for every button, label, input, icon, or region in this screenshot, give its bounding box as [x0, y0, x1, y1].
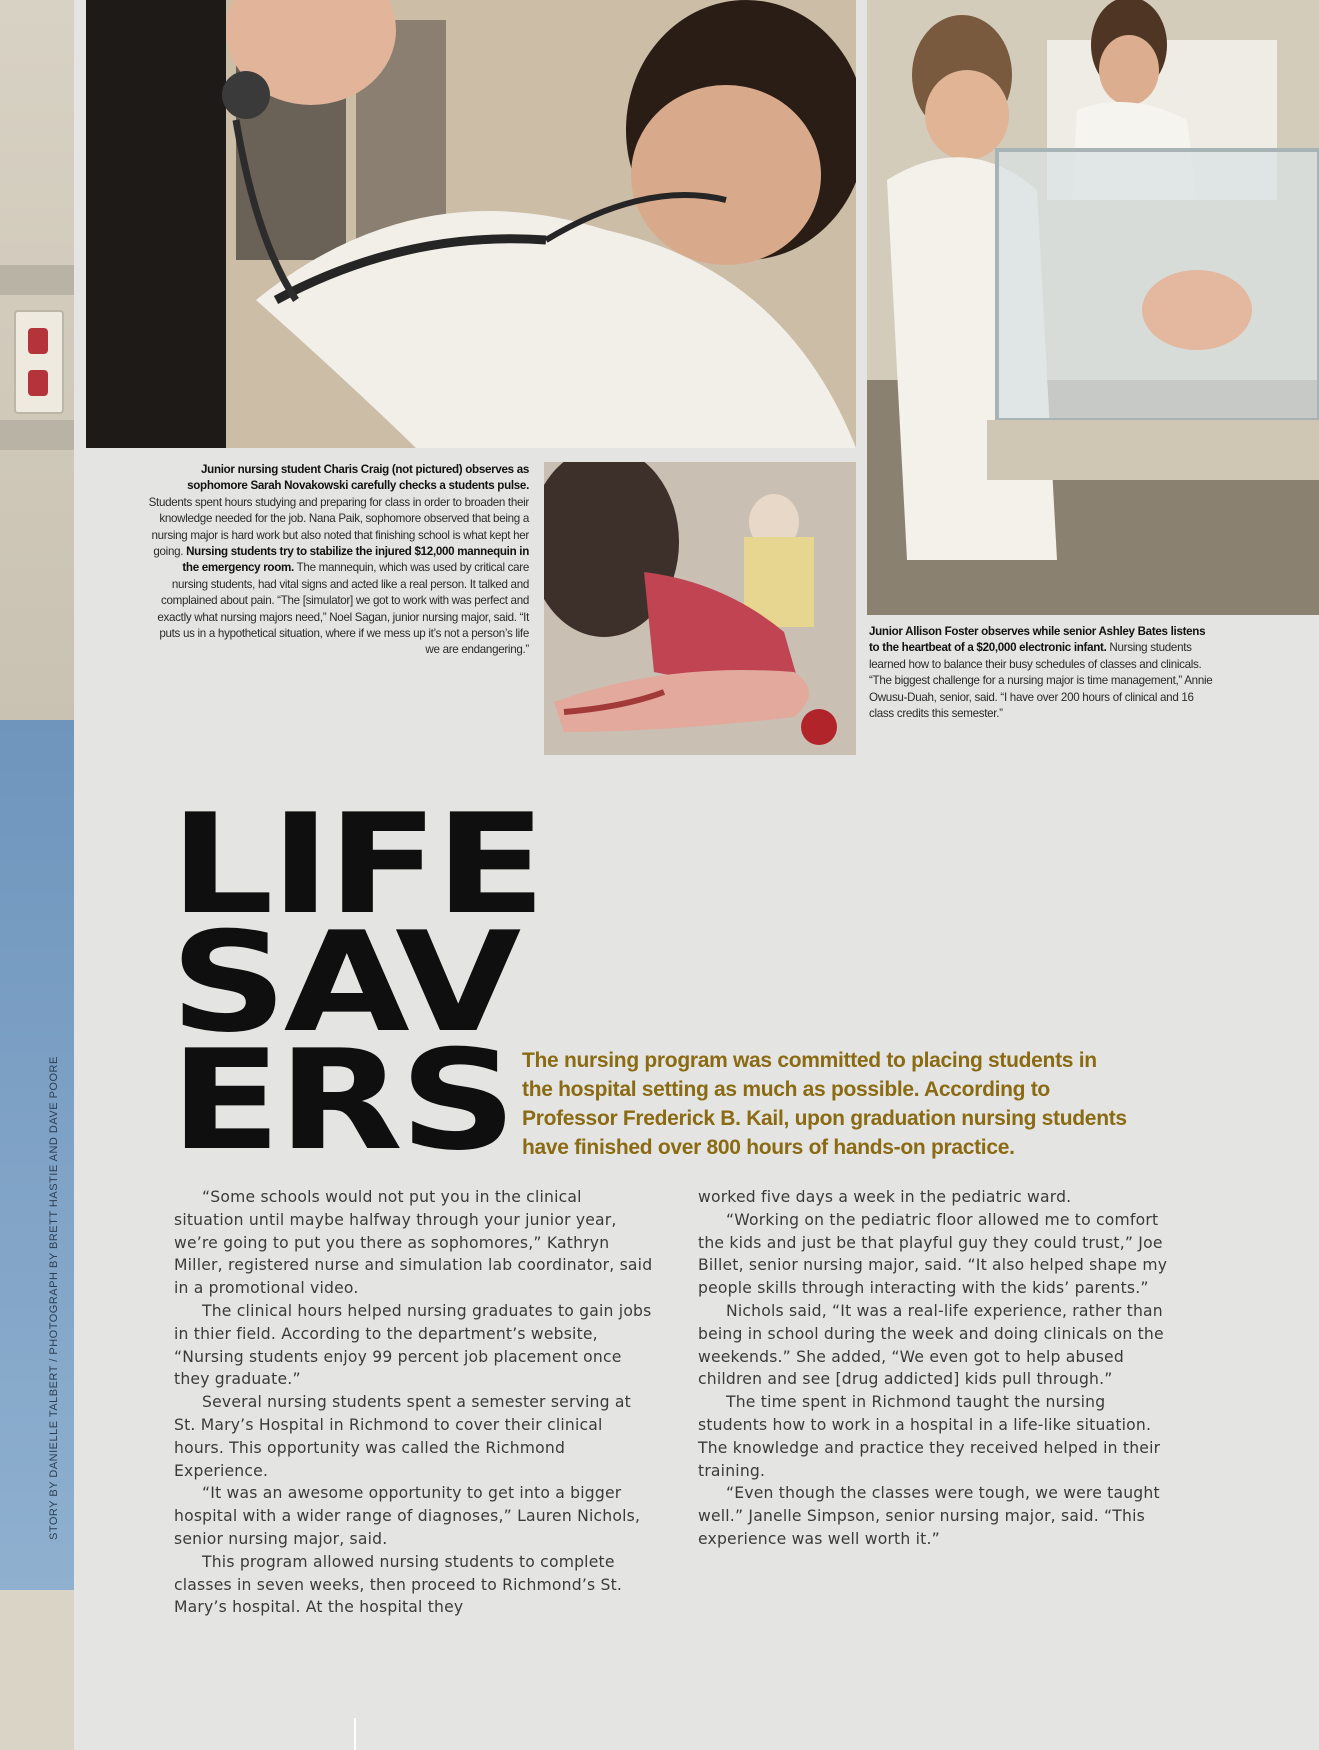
headline-line-1: LIFE: [170, 784, 543, 945]
article-paragraph: Nichols said, “It was a real-life experience, rather than being in school during the week and doing clinicals on the weekends.” She added, “We even got to help abused children and see [drug addicted] kids pull through.”: [698, 1301, 1164, 1389]
article-column-1: [174, 1186, 654, 1619]
photo-incubator: [867, 0, 1319, 615]
background-floor: [0, 1590, 80, 1750]
headline-line-2: SAV: [170, 902, 518, 1063]
photo-incubator-illustration: [867, 0, 1319, 615]
deck-subheading: The nursing program was committed to placing students in the hospital setting as much as possible. According to Professor Frederick B. Kail, upon graduation nursing students have finished over 800 hours of hands-on practice.: [522, 1049, 1127, 1159]
magazine-page: [74, 0, 1319, 1750]
headline: [170, 784, 543, 1181]
photo-stethoscope-illustration: [86, 0, 856, 448]
article-paragraph: This program allowed nursing students to complete classes in seven weeks, then proceed to Richmond’s St. Mary’s hospital. At the hospital they: [174, 1552, 623, 1617]
article-paragraph: “Even though the classes were tough, we were taught well.” Janelle Simpson, senior nursing major, said. “This experience was well worth it.”: [698, 1484, 1160, 1548]
wall-outlet: [14, 310, 64, 414]
article-paragraph: worked five days a week in the pediatric ward.: [698, 1188, 1072, 1206]
background-blue-panel: [0, 720, 80, 1590]
caption-left-text-2: The mannequin, which was used by critical care nursing students, had vital signs and acted like a real person. It talked and complained about pain. “The [simulator] we got to work with was perfect and exactly what nursing majors need,” Noel Sagan, junior nursing major, said. “It puts us in a hypothetical situation, where if we mess up it’s not a person’s life we are endangering.”: [157, 561, 529, 657]
article-paragraph: “Working on the pediatric floor allowed me to comfort the kids and just be that playful guy they could trust,” Joe Billet, senior nursing major, said. “It also helped shape my people skills through interacting with the kids’ parents.”: [698, 1210, 1168, 1298]
article-paragraph: “It was an awesome opportunity to get into a bigger hospital with a wider range of diagnoses,” Lauren Nichols, senior nursing major, said.: [174, 1484, 641, 1548]
photo-mannequin-illustration: [544, 462, 856, 755]
caption-left: [144, 462, 529, 659]
caption-left-lead-2: Nursing students try to stabilize the injured $12,000 mannequin in the emergency room.: [182, 545, 529, 575]
photo-stethoscope: [86, 0, 856, 448]
background-rail: [0, 420, 80, 450]
caption-right-text: Nursing students learned how to balance their busy schedules of classes and clinicals. “The biggest challenge for a nursing major is time management,” Annie Owusu-Duah, senior, said. “I have over 200 hours of clinical and 16 class credits this semester.”: [869, 641, 1213, 721]
caption-left-lead-1: Junior nursing student Charis Craig (not pictured) observes as sophomore Sarah Novakowski carefully checks a students pulse.: [187, 463, 529, 493]
article-paragraph: The clinical hours helped nursing graduates to gain jobs in thier field. According to the department’s website, “Nursing students enjoy 99 percent job placement once they graduate.”: [174, 1301, 652, 1389]
caption-right: [869, 624, 1214, 722]
page-mark: [354, 1718, 356, 1750]
article-column-2: [698, 1186, 1178, 1551]
article-paragraph: “Some schools would not put you in the clinical situation until maybe halfway through your junior year, we’re going to put you there as sophomores,” Kathryn Miller, registered nurse and simulation lab coordinator, said in a promotional video.: [174, 1188, 653, 1298]
article-paragraph: The time spent in Richmond taught the nursing students how to work in a hospital in a life-like situation. The knowledge and practice they received helped in their training.: [698, 1393, 1161, 1480]
photo-credit: STORY BY DANIELLE TALBERT / PHOTOGRAPH BY BRETT HASTIE AND DAVE POORE: [48, 1056, 60, 1540]
background-rail: [0, 265, 80, 295]
caption-right-lead: Junior Allison Foster observes while senior Ashley Bates listens to the heartbeat of a $20,000 electronic infant.: [869, 625, 1206, 655]
photo-mannequin: [544, 462, 856, 755]
headline-line-3: ERS: [170, 1020, 514, 1181]
caption-left-text-1: Students spent hours studying and preparing for class in order to broaden their knowledge needed for the job. Nana Paik, sophomore observed that being a nursing major is hard work but also noted that finishing school is what kept her going.: [148, 495, 529, 559]
article-paragraph: Several nursing students spent a semester serving at St. Mary’s Hospital in Richmond to cover their clinical hours. This opportunity was called the Richmond Experience.: [174, 1393, 631, 1480]
